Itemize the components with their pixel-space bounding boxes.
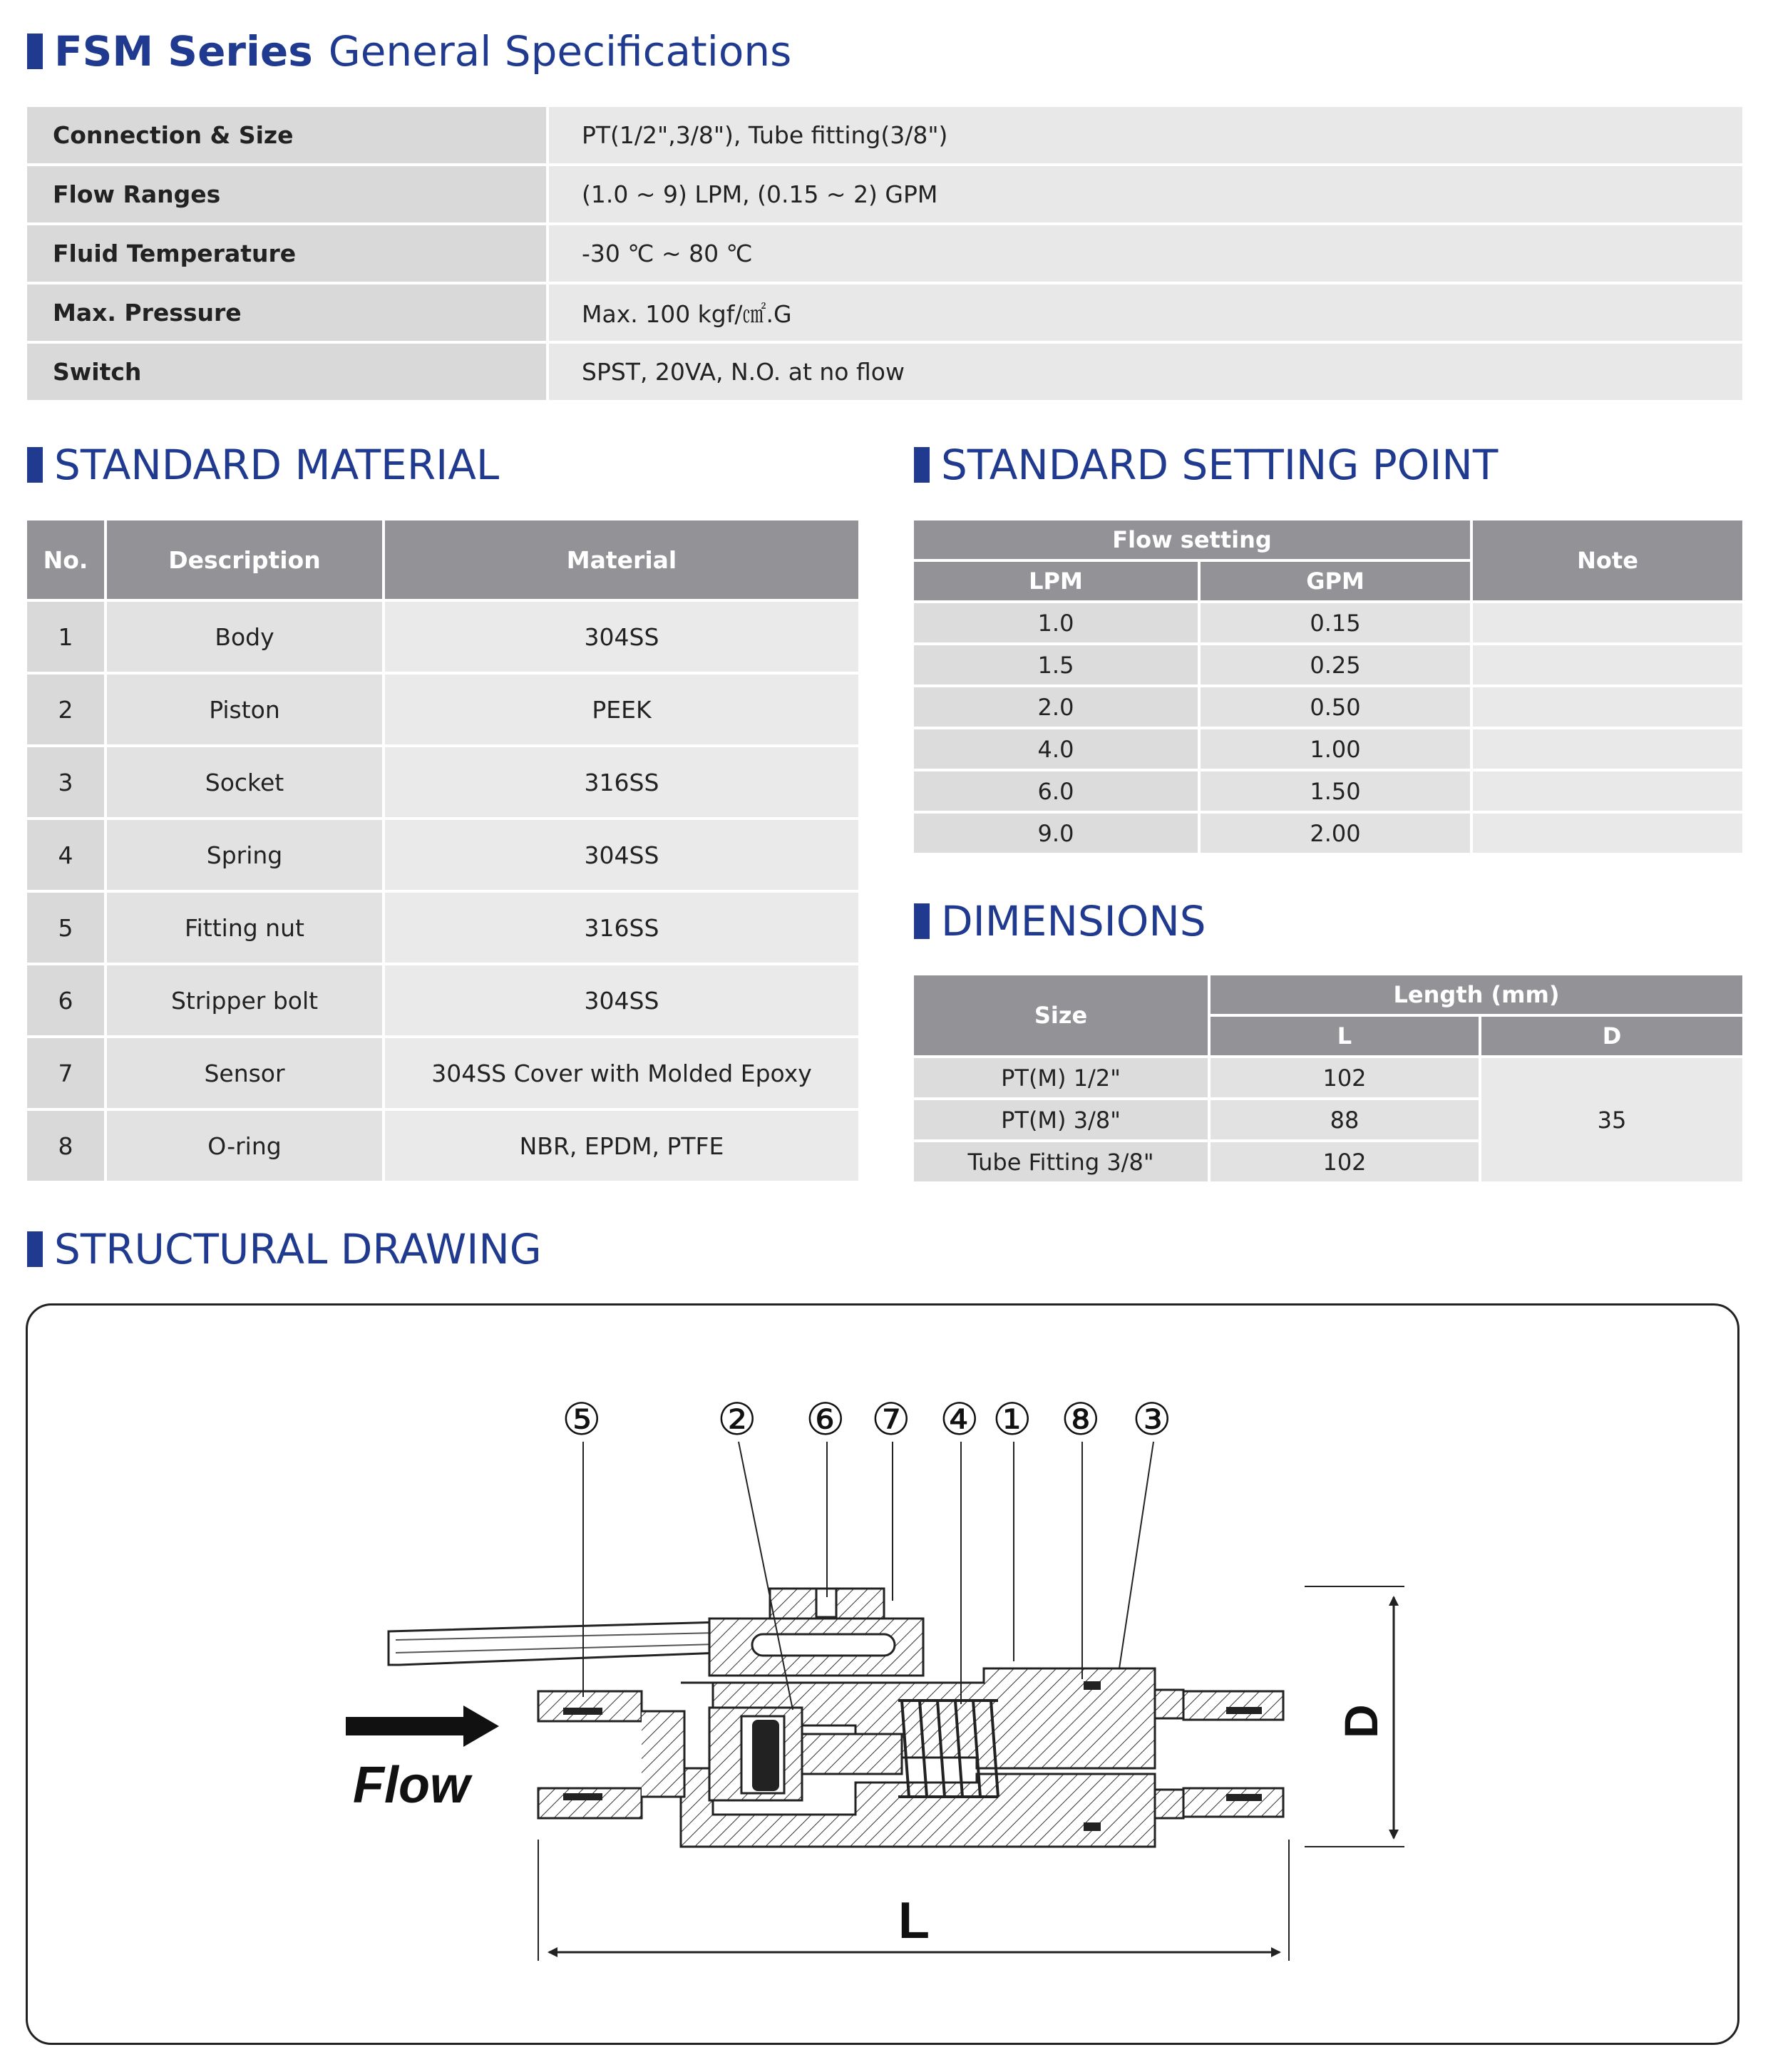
material-description: Piston [106,673,384,746]
gpm-value: 1.00 [1199,728,1471,770]
gpm-header: GPM [1199,560,1471,602]
l-value: 102 [1209,1141,1480,1183]
material-value: NBR, EPDM, PTFE [384,1109,858,1182]
dim-D-label: D [1335,1704,1387,1738]
material-value: 304SS [384,819,858,891]
size-header: Size [914,975,1209,1057]
length-header: Length (mm) [1209,975,1742,1015]
drawing-title: STRUCTURAL DRAWING [27,1225,542,1273]
lpm-header: LPM [914,560,1199,602]
size-value: PT(M) 1/2" [914,1057,1209,1099]
flow-setting-header: Flow setting [914,520,1471,560]
lpm-value: 1.5 [914,644,1199,686]
col-header-description: Description [106,520,384,600]
size-value: PT(M) 3/8" [914,1099,1209,1141]
callout-1: ① [992,1393,1032,1445]
callouts [562,1393,1172,1445]
callout-5: ⑤ [562,1393,602,1445]
callout-2: ② [717,1393,757,1445]
setting-title: STANDARD SETTING POINT [914,441,1498,489]
socket [1155,1690,1283,1818]
material-value: 304SS Cover with Molded Epoxy [384,1037,858,1109]
lpm-value: 6.0 [914,770,1199,812]
material-no: 5 [27,891,106,964]
spec-value: (1.0 ~ 9) LPM, (0.15 ~ 2) GPM [548,165,1742,224]
col-header-material: Material [384,520,858,600]
callout-8: ⑧ [1061,1393,1101,1445]
material-no: 8 [27,1109,106,1182]
dim-L-label: L [898,1892,930,1949]
dimensions-title: DIMENSIONS [914,897,1206,945]
d-header: D [1480,1015,1742,1057]
col-header-no: No. [27,520,106,600]
sensor-cable [389,1622,720,1665]
size-value: Tube Fitting 3/8" [914,1141,1209,1183]
material-description: Spring [106,819,384,891]
material-title: STANDARD MATERIAL [27,441,499,489]
note-header: Note [1471,520,1742,602]
fitting-nut [538,1691,684,1818]
material-no: 3 [27,746,106,819]
spec-label: Connection & Size [27,107,548,165]
material-value: 304SS [384,964,858,1037]
lpm-value: 2.0 [914,686,1199,728]
l-header: L [1209,1015,1480,1057]
flow-arrow [346,1706,499,1747]
material-value: 316SS [384,746,858,819]
material-description: Stripper bolt [106,964,384,1037]
spec-value: PT(1/2",3/8"), Tube fitting(3/8") [548,107,1742,165]
material-value: 316SS [384,891,858,964]
callout-4: ④ [940,1393,980,1445]
gpm-value: 1.50 [1199,770,1471,812]
spec-label: Max. Pressure [27,283,548,342]
material-no: 6 [27,964,106,1037]
lpm-value: 1.0 [914,602,1199,644]
gpm-value: 0.15 [1199,602,1471,644]
material-value: PEEK [384,673,858,746]
title-bold: FSM Series [54,27,313,76]
material-no: 4 [27,819,106,891]
material-description: Fitting nut [106,891,384,964]
material-description: Sensor [106,1037,384,1109]
flow-label: Flow [353,1757,470,1814]
material-description: Body [106,600,384,673]
material-no: 2 [27,673,106,746]
material-no: 1 [27,600,106,673]
sensor-housing [709,1589,923,1676]
callout-6: ⑥ [806,1393,846,1445]
spec-value: -30 ℃ ~ 80 ℃ [548,224,1742,283]
lpm-value: 4.0 [914,728,1199,770]
spec-label: Switch [27,342,548,401]
spec-label: Flow Ranges [27,165,548,224]
l-value: 88 [1209,1099,1480,1141]
d-value: 35 [1480,1057,1742,1183]
callout-3: ③ [1132,1393,1172,1445]
lpm-value: 9.0 [914,812,1199,854]
gpm-value: 0.50 [1199,686,1471,728]
material-no: 7 [27,1037,106,1109]
spec-value: Max. 100 kgf/㎠.G [548,283,1742,342]
gpm-value: 0.25 [1199,644,1471,686]
material-description: O-ring [106,1109,384,1182]
material-value: 304SS [384,600,858,673]
spec-label: Fluid Temperature [27,224,548,283]
gpm-value: 2.00 [1199,812,1471,854]
spec-value: SPST, 20VA, N.O. at no flow [548,342,1742,401]
l-value: 102 [1209,1057,1480,1099]
callout-7: ⑦ [871,1393,911,1445]
title-rest: General Specifications [328,27,792,76]
material-description: Socket [106,746,384,819]
